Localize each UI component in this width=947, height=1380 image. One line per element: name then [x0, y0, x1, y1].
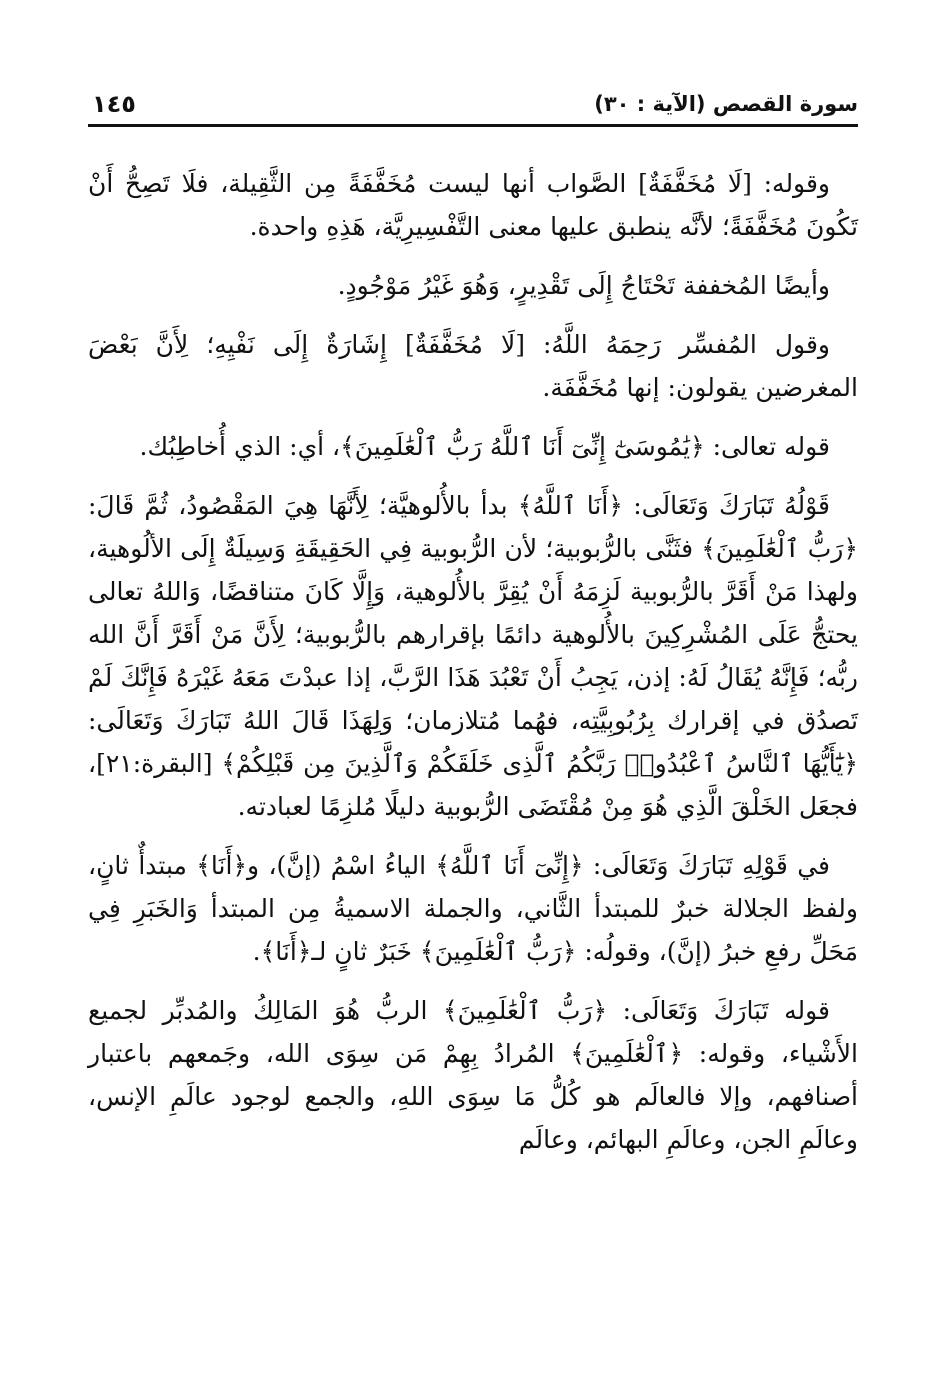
paragraph: في قَوْلِهِ تَبَارَكَ وَتَعَالَى: ﴿إِنِّىٓ أَنَا ٱللَّهُ﴾ الياءُ اسْمُ (إنَّ)، و﴿أَنَا﴾ مبتدأٌ ثانٍ، ولفظ الجلالة خبرٌ للمبتدأ الثَّاني، والجملة الاسميةُ مِن المبتدأ وَالخَبَرِ فِي مَحَلِّ رفعِ خبرُ (إنَّ)، وقولُه: ﴿رَبُّ ٱلْعَٰلَمِينَ﴾ خَبَرٌ ثانٍ لـ﴿أَنَا﴾.: [88, 851, 858, 966]
paragraph: قوله تَبَارَكَ وَتَعَالَى: ﴿رَبُّ ٱلْعَٰلَمِينَ﴾ الربُّ هُوَ المَالِكُ والمُدبِّر لجميع الأَشْياء، وقوله: ﴿ٱلْعَٰلَمِينَ﴾ المُرادُ بِهِمْ مَن سِوَى الله، وجَمعهم باعتبار أصنافهم، وإلا فالعالَم هو كُلُّ مَا سِوَى اللهِ، والجمع لوجود عالَمِ الإنس، وعالَمِ الجن، وعالَمِ البهائم، وعالَم: [88, 996, 858, 1154]
page-header: [88, 92, 858, 124]
paragraph: وقول المُفسِّر رَحِمَهُ اللَّهُ: [لَا مُخَفَّفَةٌ] إِشَارَةٌ إِلَى نَفْيِهِ؛ لِأَنَّ بَعْضَ المغرضين يقولون: إنها مُخَفَّفَة.: [88, 330, 858, 402]
page-number: ١٤٥: [92, 90, 136, 118]
header-rule: [88, 124, 858, 127]
body-text: [88, 162, 858, 1177]
paragraph: وأيضًا المُخففة تَحْتَاجُ إِلَى تَقْدِيرٍ، وَهُوَ غَيْرُ مَوْجُودٍ.: [337, 271, 830, 300]
running-title: سورة القصص (الآية : ٣٠): [594, 92, 858, 116]
paragraph: قَوْلُهُ تَبَارَكَ وَتَعَالَى: ﴿أَنَا ٱللَّهُ﴾ بدأ بالأُلوهيَّة؛ لِأَنَّهَا هِيَ المَقْصُودُ، ثُمَّ قَالَ: ﴿رَبُّ ٱلْعَٰلَمِينَ﴾ فثَنَّى بالرُّبوبية؛ لأن الرُّبوبية فِي الحَقِيقَةِ وَسِيلَةٌ إِلَى الألُوهية، ولهذا مَنْ أَقَرَّ بالرُّبوبية لَزِمَهُ أَنْ يُقِرَّ بالأُلوهية، وَإِلَّا كَانَ متناقضًا، وَاللهُ تعالى يحتجُّ عَلَى المُشْرِكِينَ بالأُلوهية دائمًا بإقرارهم بالرُّبوبية؛ لِأَنَّ مَنْ أَقَرَّ أَنَّ الله ربُّه؛ فَإِنَّهُ يُقَالُ لَهُ: إذن، يَجِبُ أَنْ تَعْبُدَ هَذَا الرَّبَّ، إذا عبدْتَ مَعَهُ غَيْرَهُ فَإِنَّكَ لَمْ تَصدُق في إقرارك بِرُبُوبِيَّتِه، فهُما مُتلازمان؛ وَلِهَذَا قَالَ اللهُ تَبَارَكَ وَتَعَالَى: ﴿يَٰٓأَيُّهَا ٱلنَّاسُ ٱعْبُدُوا۟ رَبَّكُمُ ٱلَّذِى خَلَقَكُمْ وَٱلَّذِينَ مِن قَبْلِكُمْ﴾ [البقرة:٢١]، فجعَل الخَلْقَ الَّذِي هُوَ مِنْ مُقْتَضَى الرُّبوبية دليلًا مُلزِمًا لعبادته.: [88, 491, 858, 821]
paragraph: قوله تعالى: ﴿يَٰمُوسَىٰٓ إِنِّىٓ أَنَا ٱللَّهُ رَبُّ ٱلْعَٰلَمِينَ﴾، أي: الذي أُخاطِبُك.: [139, 432, 830, 461]
paragraph: وقوله: [لَا مُخَفَّفَةٌ] الصَّواب أنها ليست مُخَفَّفَةً مِن الثَّقِيلة، فلَا تَصِحُّ أَنْ تَكُونَ مُخَفَّفَةً؛ لأنَّه ينطبق عليها معنى التَّفْسِيرِيَّة، هَذِهِ واحدة.: [88, 169, 858, 241]
